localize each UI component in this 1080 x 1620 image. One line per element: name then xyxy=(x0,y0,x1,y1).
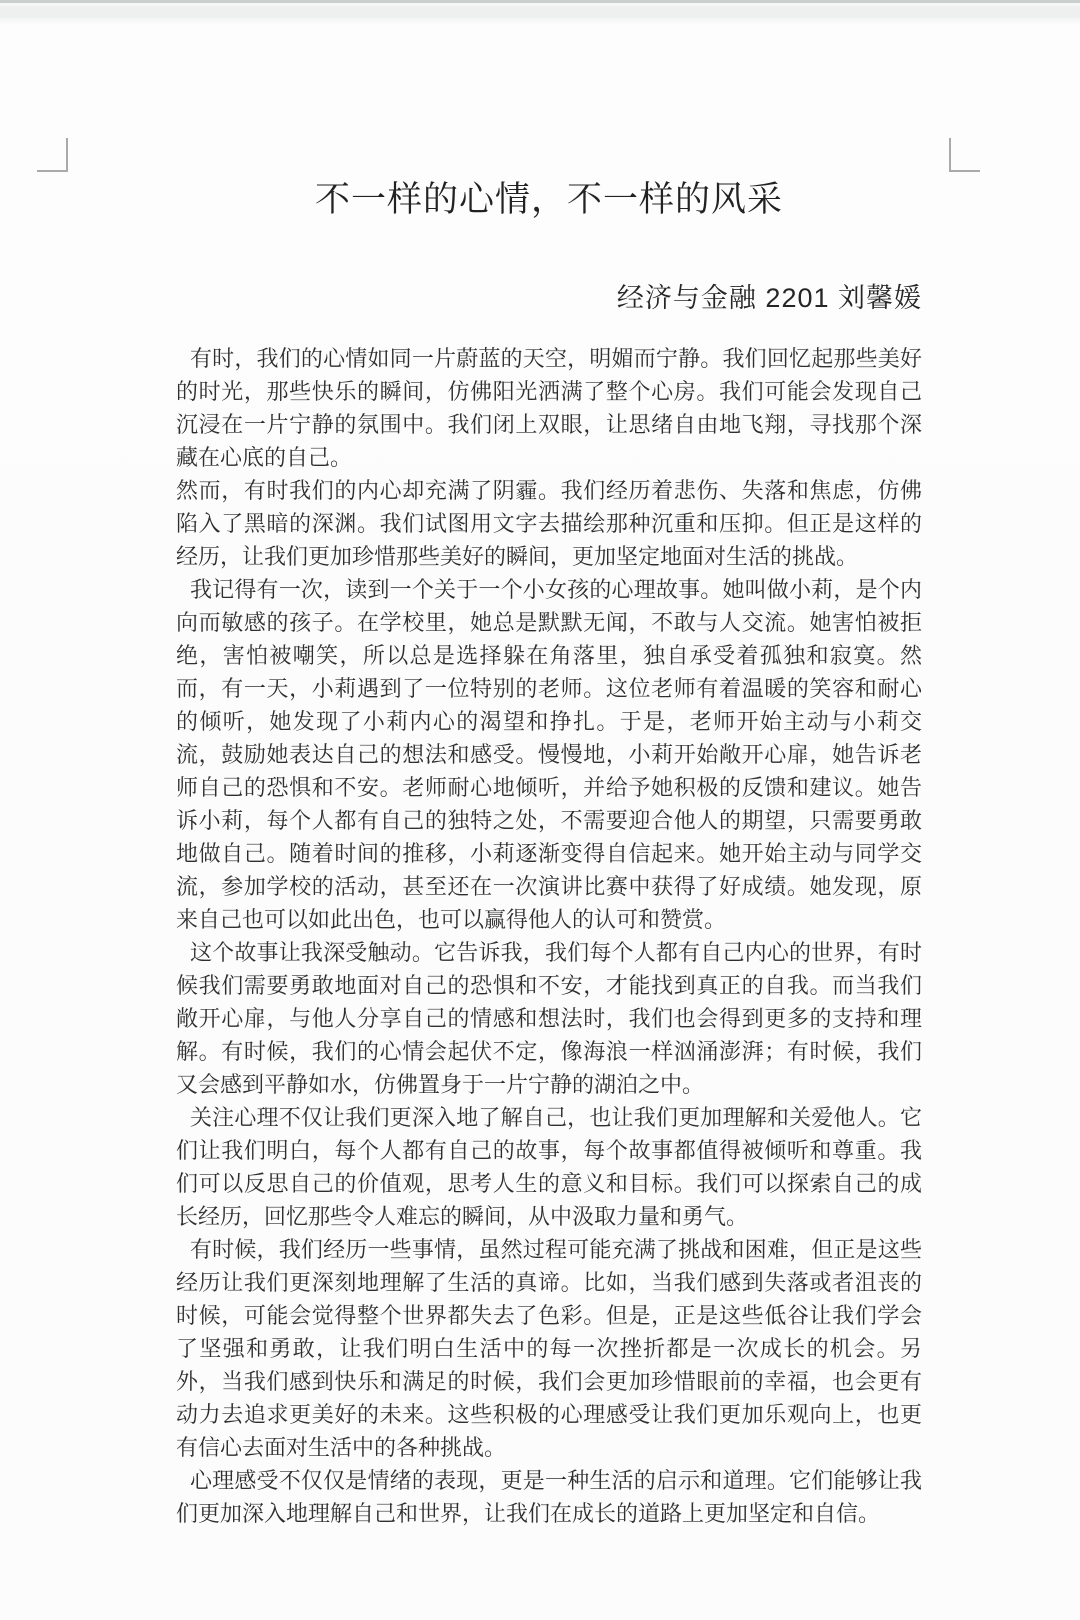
paragraph: 有时，我们的心情如同一片蔚蓝的天空，明媚而宁静。我们回忆起那些美好的时光，那些快乐的瞬间，仿佛阳光洒满了整个心房。我们可能会发现自己沉浸在一片宁静的氛围中。我们闭上双眼，让思绪自由地飞翔，寻找那个深藏在心底的自己。 xyxy=(176,346,922,471)
document-content xyxy=(176,180,922,1530)
paragraph: 然而，有时我们的内心却充满了阴霾。我们经历着悲伤、失落和焦虑，仿佛陷入了黑暗的深渊。我们试图用文字去描绘那种沉重和压抑。但正是这样的经历，让我们更加珍惜那些美好的瞬间，更加坚定地面对生活的挑战。 xyxy=(176,478,922,570)
essay-body xyxy=(176,342,922,1530)
paragraph: 这个故事让我深受触动。它告诉我，我们每个人都有自己内心的世界，有时候我们需要勇敢地面对自己的恐惧和不安，才能找到真正的自我。而当我们敞开心扉，与他人分享自己的情感和想法时，我们也会得到更多的支持和理解。有时候，我们的心情会起伏不定，像海浪一样汹涌澎湃；有时候，我们又会感到平静如水，仿佛置身于一片宁静的湖泊之中。 xyxy=(176,940,922,1098)
paragraph: 关注心理不仅让我们更深入地了解自己，也让我们更加理解和关爱他人。它们让我们明白，每个人都有自己的故事，每个故事都值得被倾听和尊重。我们可以反思自己的价值观，思考人生的意义和目标。我们可以探索自己的成长经历，回忆那些令人难忘的瞬间，从中汲取力量和勇气。 xyxy=(176,1105,922,1230)
paragraph: 心理感受不仅仅是情绪的表现，更是一种生活的启示和道理。它们能够让我们更加深入地理解自己和世界，让我们在成长的道路上更加坚定和自信。 xyxy=(176,1468,922,1527)
top-strip-fade xyxy=(0,18,1080,26)
text-boundary-mark-left xyxy=(37,138,68,172)
text-boundary-mark-right xyxy=(949,138,980,172)
paragraph: 有时候，我们经历一些事情，虽然过程可能充满了挑战和困难，但正是这些经历让我们更深刻地理解了生活的真谛。比如，当我们感到失落或者沮丧的时候，可能会觉得整个世界都失去了色彩。但是，正是这些低谷让我们学会了坚强和勇敢，让我们明白生活中的每一次挫折都是一次成长的机会。另外，当我们感到快乐和满足的时候，我们会更加珍惜眼前的幸福，也会更有动力去追求更美好的未来。这些积极的心理感受让我们更加乐观向上，也更有信心去面对生活中的各种挑战。 xyxy=(176,1237,922,1461)
author-byline: 经济与金融 2201 刘馨媛 xyxy=(616,283,922,314)
paragraph: 我记得有一次，读到一个关于一个小女孩的心理故事。她叫做小莉，是个内向而敏感的孩子。在学校里，她总是默默无闻，不敢与人交流。她害怕被拒绝，害怕被嘲笑，所以总是选择躲在角落里，独自承受着孤独和寂寞。然而，有一天，小莉遇到了一位特别的老师。这位老师有着温暖的笑容和耐心的倾听，她发现了小莉内心的渴望和挣扎。于是，老师开始主动与小莉交流，鼓励她表达自己的想法和感受。慢慢地，小莉开始敞开心扉，她告诉老师自己的恐惧和不安。老师耐心地倾听，并给予她积极的反馈和建议。她告诉小莉，每个人都有自己的独特之处，不需要迎合他人的期望，只需要勇敢地做自己。随着时间的推移，小莉逐渐变得自信起来。她开始主动与同学交流，参加学校的活动，甚至还在一次演讲比赛中获得了好成绩。她发现，原来自己也可以如此出色，也可以赢得他人的认可和赞赏。 xyxy=(176,577,922,933)
top-status-strip xyxy=(0,0,1080,26)
top-strip-grey-band xyxy=(0,6,1080,18)
document-title: 不一样的心情，不一样的风采 xyxy=(314,180,783,219)
